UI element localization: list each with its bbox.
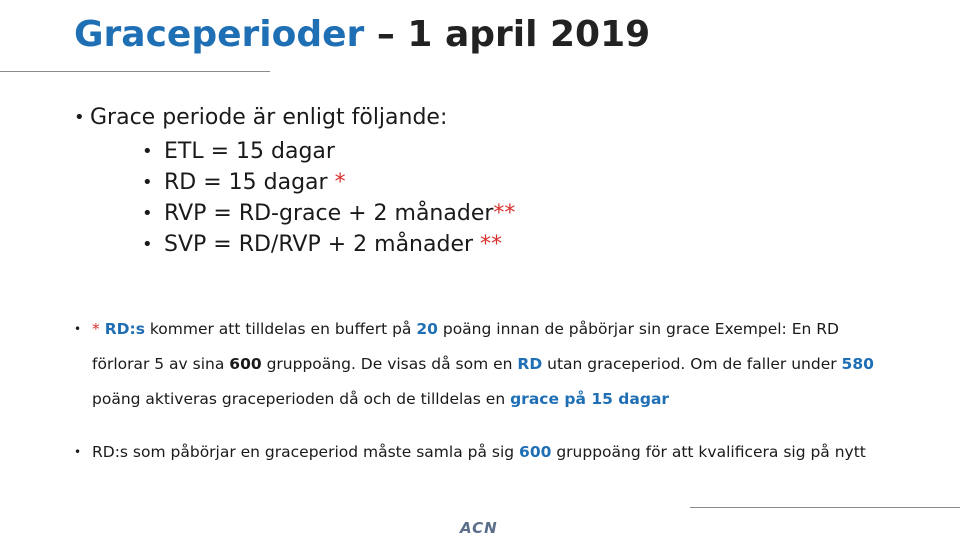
title-underline	[0, 71, 270, 72]
list-item-rvp	[142, 198, 934, 229]
threshold-580: 580	[841, 355, 874, 373]
bullet-icon: •	[74, 322, 82, 336]
slide-title	[74, 10, 650, 60]
footer-rule	[690, 507, 960, 508]
note1-text-4: utan graceperiod. Om de faller under	[542, 355, 842, 373]
grace-period-list	[74, 100, 934, 260]
footnote-star: *	[92, 320, 100, 338]
intro-text: Grace periode är enligt följande:	[90, 105, 448, 130]
note1-text-5: poäng aktiveras graceperioden då och de tilldelas en	[92, 390, 511, 408]
list-item-svp	[142, 229, 934, 260]
note2-text-1: RD:s som påbörjar en graceperiod måste samla på sig	[92, 443, 520, 461]
bullet-icon: •	[74, 107, 85, 128]
rd-label: RD	[517, 355, 543, 373]
note2-text-2: gruppoäng för att kvalificera sig på nytt	[551, 443, 866, 461]
list-item-rd	[142, 167, 934, 198]
rds-label: RD:s	[104, 320, 145, 338]
grace-15-days: grace på 15 dagar	[510, 390, 670, 408]
note1-text-1: kommer att tilldelas en buffert på	[144, 320, 417, 338]
svp-footnote-mark: **	[480, 232, 503, 257]
rd-text: RD = 15 dagar	[164, 170, 335, 195]
svp-text: SVP = RD/RVP + 2 månader	[164, 232, 481, 257]
bullet-icon: •	[142, 203, 153, 224]
list-item-intro	[74, 100, 934, 136]
bullet-icon: •	[74, 445, 82, 459]
rvp-text: RVP = RD-grace + 2 månader	[164, 201, 494, 226]
note1-text-2: poäng innan de påbörjar sin grace Exempel: En RD förlorar 5 av sina	[92, 320, 839, 373]
note1-text-3: gruppoäng. De visas då som en	[261, 355, 518, 373]
bullet-icon: •	[142, 172, 153, 193]
requalify-points-600: 600	[519, 443, 552, 461]
title-main: Graceperioder	[74, 14, 365, 55]
bullet-icon: •	[142, 141, 153, 162]
footnote-rd-buffer	[74, 312, 894, 417]
etl-text: ETL = 15 dagar	[164, 139, 335, 164]
rvp-footnote-mark: **	[493, 201, 516, 226]
footnotes	[74, 312, 894, 470]
bullet-icon: •	[142, 234, 153, 255]
rd-footnote-mark: *	[334, 170, 346, 195]
group-points-600: 600	[229, 355, 262, 373]
list-item-etl	[142, 136, 934, 167]
footnote-requalify	[74, 435, 894, 470]
acn-logo: ACN	[460, 519, 498, 537]
buffer-points: 20	[416, 320, 438, 338]
title-date: – 1 april 2019	[376, 14, 651, 55]
